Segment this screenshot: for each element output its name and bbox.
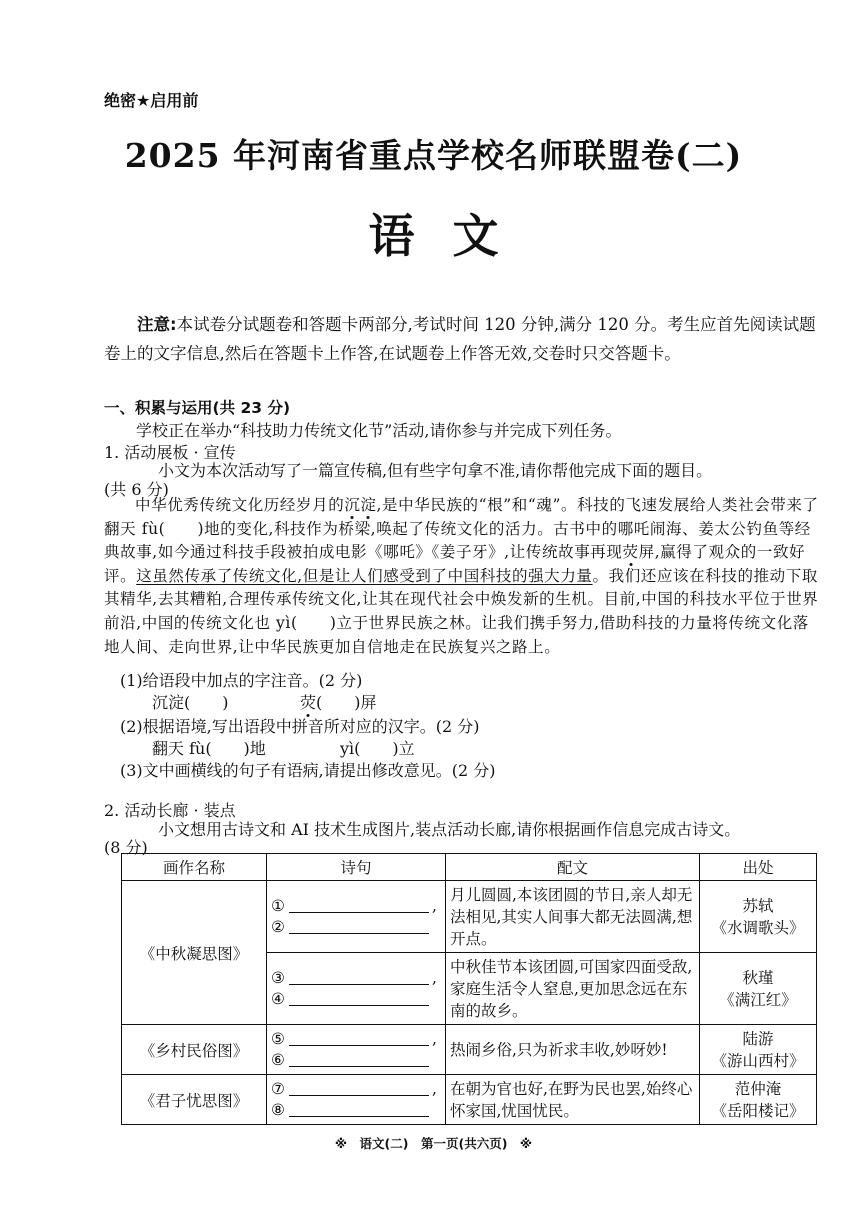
- section-intro: 学校正在举办“科技助力传统文化节”活动,请你参与并完成下列任务。: [136, 421, 622, 440]
- answer-blank[interactable]: [289, 900, 429, 913]
- dotted-char: 淀: [360, 496, 377, 514]
- q1-answer-b-rest: ( )屏: [316, 693, 377, 712]
- blank-number: ⑦: [271, 1080, 285, 1098]
- source-work: 《水调歌头》: [711, 918, 805, 937]
- source-work: 《岳阳楼记》: [711, 1101, 805, 1120]
- poem-blanks: [267, 953, 446, 1025]
- blank-line: [271, 1029, 441, 1050]
- q1-answer-b: [300, 690, 377, 713]
- question-2: (2)根据语境,写出语段中拼音所对应的汉字。(2 分): [120, 717, 480, 736]
- answer-blank[interactable]: [289, 972, 429, 985]
- blank-line: [271, 917, 441, 938]
- blank-number: ⑥: [271, 1051, 285, 1069]
- blank-line: [271, 1079, 441, 1100]
- q2-answer-b: yì( )立: [340, 739, 415, 758]
- page-footer: ※ 语文(二) 第一页(共六页) ※: [334, 1136, 533, 1151]
- task2-score: (8 分): [104, 838, 148, 857]
- blank-number: ⑤: [271, 1030, 285, 1048]
- caption: 月儿圆圆,本该团圆的节日,亲人却无法相见,其实人间事大都无法圆满,想开点。: [446, 881, 700, 953]
- poem-blanks: [267, 1025, 446, 1075]
- source: [700, 1075, 817, 1125]
- answer-blank[interactable]: [289, 1083, 429, 1096]
- task1-intro: 小文为本次活动写了一篇宣传稿,但有些字句拿不准,请你帮他完成下面的题目。: [158, 461, 713, 480]
- q1-answer-a-char1: 沉: [152, 693, 169, 712]
- blank-number: ⑧: [271, 1101, 285, 1119]
- blank-line: [271, 1050, 441, 1071]
- comma: ,: [432, 1030, 437, 1048]
- task1-score: (共 6 分): [104, 480, 169, 499]
- source-author: 苏轼: [742, 896, 774, 915]
- table-row: [122, 1025, 817, 1075]
- source: [700, 881, 817, 953]
- underlined-sentence: 这虽然传承了传统文化,但是让人们感受到了中国科技的强大力量: [136, 566, 593, 585]
- table-row: [122, 1075, 817, 1125]
- poetry-table: [121, 853, 817, 1125]
- dotted-char: 沉: [344, 496, 361, 514]
- exam-title: 2025 年河南省重点学校名师联盟卷(二): [124, 136, 743, 175]
- question-1: (1)给语段中加点的字注音。(2 分): [120, 671, 363, 690]
- source: [700, 1025, 817, 1075]
- confidential-label: 绝密★启用前: [104, 91, 199, 110]
- source-author: 陆游: [742, 1029, 774, 1048]
- caption: 在朝为官也好,在野为民也罢,始终心怀家国,忧国忧民。: [446, 1075, 700, 1125]
- answer-blank[interactable]: [289, 993, 429, 1006]
- task1-title: 1. 活动展板 · 宣传: [104, 443, 236, 462]
- comma: ,: [432, 897, 437, 915]
- task2-title: 2. 活动长廊 · 装点: [104, 801, 236, 820]
- blank-line: [271, 896, 441, 917]
- source: [700, 953, 817, 1025]
- notice-label: 注意:: [137, 315, 177, 334]
- caption: 中秋佳节本该团圆,可国家四面受敌,家庭生活令人窒息,更加思念远在东南的故乡。: [446, 953, 700, 1025]
- source-author: 秋瑾: [742, 968, 774, 987]
- answer-blank[interactable]: [289, 921, 429, 934]
- table-header: 诗句: [267, 854, 446, 881]
- source-work: 《满江红》: [719, 990, 797, 1009]
- answer-blank[interactable]: [289, 1033, 429, 1046]
- caption: 热闹乡俗,只为祈求丰收,妙呀妙!: [446, 1025, 700, 1075]
- poem-blanks: [267, 881, 446, 953]
- passage: [104, 494, 820, 659]
- comma: ,: [432, 969, 437, 987]
- notice-text: 本试卷分试题卷和答题卡两部分,考试时间 120 分钟,满分 120 分。考生应首先阅读试题卷上的文字信息,然后在答题卡上作答,在试题卷上作答无效,交卷时只交答题卡。: [104, 315, 816, 363]
- task2-intro: 小文想用古诗文和 AI 技术生成图片,装点活动长廊,请你根据画作信息完成古诗文。: [158, 820, 741, 839]
- answer-blank[interactable]: [289, 1104, 429, 1117]
- table-header: 出处: [700, 854, 817, 881]
- poem-blanks: [267, 1075, 446, 1125]
- q2-answer-a: 翻天 fù( )地: [152, 739, 266, 758]
- blank-number: ④: [271, 990, 285, 1008]
- painting-title: 《乡村民俗图》: [122, 1025, 267, 1075]
- answer-blank[interactable]: [289, 1054, 429, 1067]
- blank-number: ②: [271, 918, 285, 936]
- question-3: (3)文中画横线的句子有语病,请提出修改意见。(2 分): [120, 761, 496, 780]
- source-work: 《游山西村》: [711, 1051, 805, 1070]
- passage-part: 。我们还应该在科技的推动下取其精华,去其糟粕,合理传承传统文化,让其在现代社会中焕发新的生机。目前,中国的科技水平位于世界前沿,中国的传统文化也 yì( )立于世界民族之林。让我们携手努力,借助科技的力量将传统文化落地人间、走向世界,让中华民族更加自信地走在民族复兴之路上。: [104, 566, 819, 656]
- table-header: 画作名称: [122, 854, 267, 881]
- blank-line: [271, 968, 441, 989]
- table-row: [122, 881, 817, 953]
- painting-title: 《君子忧思图》: [122, 1075, 267, 1125]
- passage-part: 屏,赢得了观众的一致好评。: [104, 543, 806, 585]
- q1-answer-a: [152, 690, 229, 713]
- comma: ,: [432, 1080, 437, 1098]
- section-heading: 一、积累与运用(共 23 分): [104, 399, 291, 417]
- blank-number: ③: [271, 969, 285, 987]
- blank-line: [271, 989, 441, 1010]
- q1-answer-a-rest: 淀( ): [168, 693, 229, 712]
- passage-part: ,是中华民族的“根”和“魂”。科技的飞速发展给人类社会带来了翻天 fù( )地的变化,科技作为桥梁,唤起了传统文化的活力。古书中的哪吒闹海、姜太公钓鱼等经典故事,如今通过科技手段被拍成电影《哪吒》《姜子牙》,让传统故事再现: [104, 496, 819, 562]
- subject-title: 语文: [368, 209, 537, 263]
- table-header: 配文: [446, 854, 700, 881]
- blank-line: [271, 1100, 441, 1121]
- source-author: 范仲淹: [734, 1079, 782, 1098]
- q1-answer-b-char: 荧: [300, 693, 317, 712]
- blank-number: ①: [271, 897, 285, 915]
- notice-paragraph: [104, 310, 820, 368]
- passage-part: 中华优秀传统文化历经岁月的: [135, 496, 345, 514]
- painting-title: 《中秋凝思图》: [122, 881, 267, 1025]
- table-header-row: [122, 854, 817, 881]
- dotted-char: 荧: [622, 543, 639, 562]
